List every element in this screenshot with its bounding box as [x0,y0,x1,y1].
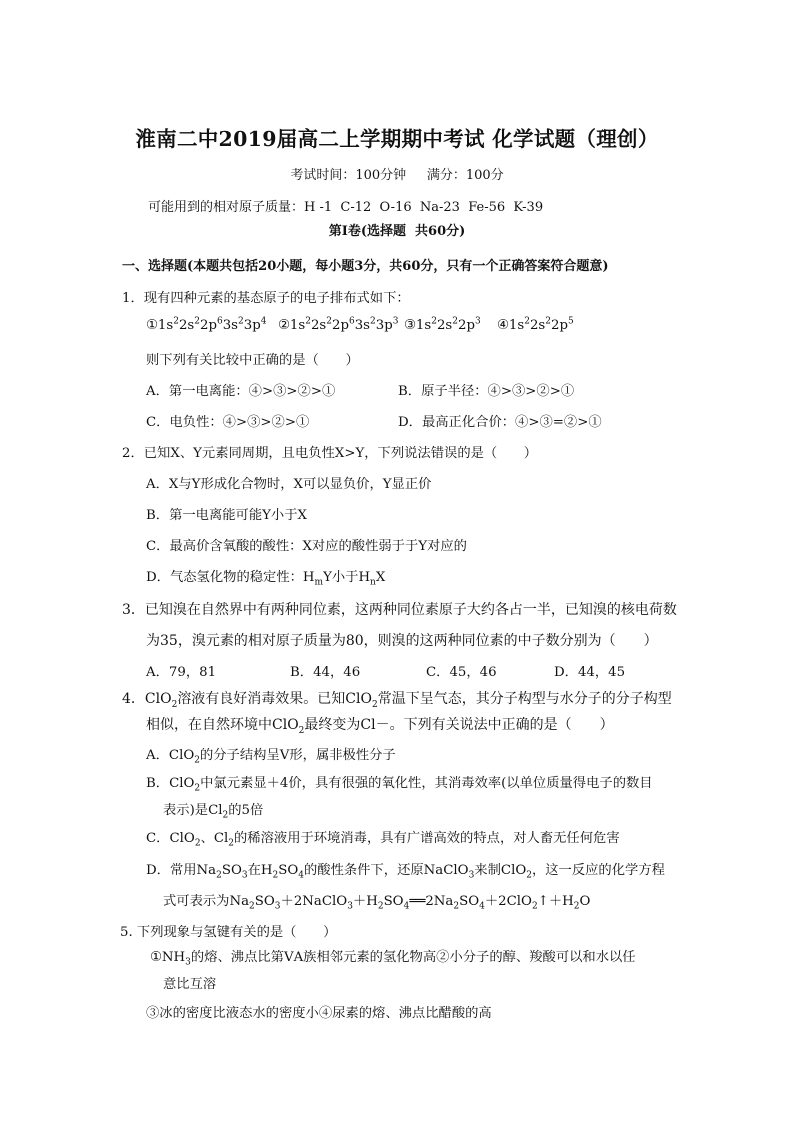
q3-option-c: C．45，46 [426,665,497,680]
q4-stem-line2: 相似，在自然环境中ClO$_2$最终变为Cl－。下列有关说法中正确的是（ ） [146,717,614,736]
q1-option-d: D．最高正化合价：④>③=②>① [398,415,602,430]
q2-option-d: D．气态氢化物的稳定性：$H_mY$小于$H_nX$ [146,570,386,588]
q4-option-c: C．ClO$_2$、$Cl_2$的稀溶液用于环境消毒，具有广谱高效的特点，对人畜无任何危害 [146,831,620,849]
q2-option-a: A．X与Y形成化合物时，X可以显负价，Y显正价 [146,477,432,492]
q4-option-d-equation: 式可表示为$Na_2SO_3+2NaClO_3+H_2SO_4══2Na_2SO_4+2ClO_2↑+H_2O$ [163,894,591,912]
q1-option-a: A．第一电离能：④>③>②>① [146,384,336,399]
q1-configs [146,318,574,333]
exam-info: 考试时间：100分钟 满分：100分 [290,168,504,183]
q4-option-b-cont: 表示)是$Cl_2$的5倍 [163,803,264,821]
q1-option-b: B．原子半径：④>③>②>① [398,384,575,399]
q1-config-2: $②1s^22s^22p^63s^23p^3$ [278,316,399,333]
q5-stem: 5. 下列现象与氢键有关的是（ ） [120,925,337,940]
q2-stem: 2．已知X、Y元素同周期，且电负性X>Y，下列说法错误的是（ ） [122,446,538,461]
part-title: 第Ⅰ卷(选择题 共60分) [328,224,466,239]
q4-stem-line1: 4．ClO$_2$溶液有良好消毒效果。已知ClO$_2$常温下呈气态，其分子构型与水分子的分子构型 [122,691,672,710]
q1-config-1: $①1s^22s^22p^63s^23p^4$ [146,316,267,333]
section-title: 一、选择题(本题共包括20小题，每小题3分，共60分，只有一个正确答案符合题意) [122,259,609,274]
q3-option-d: D．44，45 [554,665,626,680]
q3-option-b: B．44，46 [290,665,361,680]
q1-prompt: 则下列有关比较中正确的是（ ） [146,353,359,368]
q1-option-c: C．电负性：④>③>②>① [146,415,310,430]
q4-option-a: A．ClO$_2$的分子结构呈V形，属非极性分子 [146,748,396,766]
q2-option-b: B．第一电离能可能Y小于X [146,508,307,523]
q4-option-b: B．ClO$_2$中氯元素显＋4价，具有很强的氧化性，其消毒效率(以单位质量得电子的数目 [146,776,653,794]
q3-stem-line1: 3．已知溴在自然界中有两种同位素，这两种同位素原子大约各占一半，已知溴的核电荷数 [122,602,677,618]
q1-config-3: $③1s^22s^22p^3$ [404,316,481,333]
q1-config-4: $④1s^22s^22p^5$ [497,316,574,333]
q5-item-line2: 意比互溶 [163,977,217,992]
q3-stem-line2: 为35，溴元素的相对原子质量为80，则溴的这两种同位素的中子数分别为（ ） [146,633,658,649]
q4-option-d: D．常用$Na_2SO_3$在$H_2SO_4$的酸性条件下，还原NaClO$_3$来制ClO$_2$，这一反应的化学方程 [146,863,665,881]
exam-title: 淮南二中2019届高二上学期期中考试 化学试题（理创） [135,127,659,151]
atomic-masses: 可能用到的相对原子质量：H -1 C-12 O-16 Na-23 Fe-56 K-39 [148,200,544,215]
q3-option-a: A．79，81 [146,665,217,680]
q1-stem: 1．现有四种元素的基态原子的电子排布式如下： [122,291,410,306]
q2-option-c: C．最高价含氧酸的酸性：X对应的酸性弱于于Y对应的 [146,539,467,554]
q5-item-line1: $①NH_3$的熔、沸点比第ⅤA族相邻元素的氢化物高②小分子的醇、羧酸可以和水以任 [150,950,636,968]
q5-item-line3: ③冰的密度比液态水的密度小④尿素的熔、沸点比醋酸的高 [146,1006,492,1021]
